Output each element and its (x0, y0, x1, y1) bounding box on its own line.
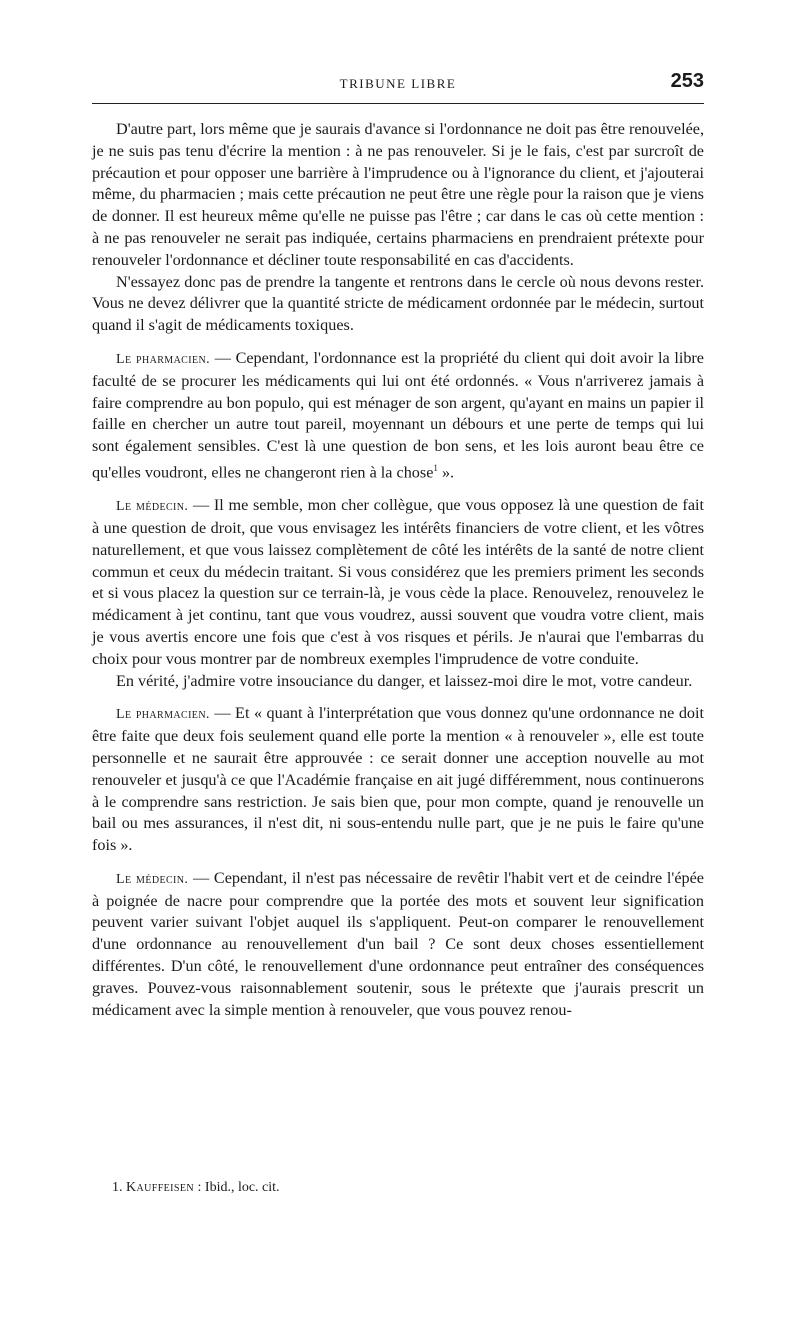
paragraph (92, 703, 704, 857)
page-number: 253 (670, 70, 704, 92)
paragraph-text: N'essayez donc pas de prendre la tangente et rentrons dans le cercle où nous devons rester. Vous ne devez délivrer que la quantité stricte de médicament ordonnée par le médecin, surtout quand il s'agit de médicaments toxiques. (92, 272, 704, 335)
footnote-ref: 1 (433, 462, 438, 473)
paragraph-text: — Cependant, il n'est pas nécessaire de revêtir l'habit vert et de ceindre l'épée à poignée de nacre pour comprendre que la portée des mots et souvent leur signification peuvent varier suivant l'objet auquel ils s'appliquent. Peut-on comparer le renouvellement d'une ordonnance au renouvellement d'un bail ? Ce sont deux choses essentiellement différentes. D'un côté, le renouvellement d'une ordonnance peut entraîner des conséquences graves. Pouvez-vous raisonnablement soutenir, sous le prétexte que j'aurais prescrit un médicament avec la simple mention à renouveler, que vous pouvez renou- (92, 868, 704, 1019)
paragraph-text: — Il me semble, mon cher collègue, que vous opposez là une question de fait à une question de droit, que vous envisagez les intérêts financiers de votre client, et les vôtres naturellement, et que vous laissez complètement de côté les intérêts de la santé de notre client commun et ceux du médecin traitant. Si vous considérez que les premiers priment les seconds et si vous placez la question sur ce terrain-là, je vous cède la place. Renouvelez, renouvelez le médicament à jet continu, tant que vous voudrez, aussi souvent que voudra votre client, mais je vous avertis encore une fois que c'est à vos risques et périls. Je n'aurai que l'embarras du choix pour vous montrer par de nombreux exemples l'imprudence de votre conduite. (92, 496, 704, 668)
running-title: TRIBUNE LIBRE (339, 76, 457, 91)
paragraph-text: — Et « quant à l'interprétation que vous donnez qu'une ordonnance ne doit être faite que deux fois seulement quand elle porte la mention « à renouveler », elle est toute personnelle et ne saurait être approuvée : ce serait donner une acception nouvelle au mot renouveler et jusqu'à ce que l'Académie française en ait jugé différemment, nous continuerons à le comprendre sans restriction. Je sais bien que, pour mon compte, quand je renouvelle un bail ou mes assurances, il n'est dit, ni sous-entendu nulle part, que je ne puis le faire qu'une fois ». (92, 704, 704, 855)
speaker-label: Le pharmacien. (116, 351, 211, 367)
paragraph (92, 671, 704, 693)
speaker-label: Le pharmacien. (116, 707, 210, 723)
footnote (112, 1180, 280, 1196)
paragraph (92, 868, 704, 1022)
footnote-text: : Ibid., loc. cit. (197, 1180, 280, 1195)
header-rule (92, 103, 704, 104)
body-text (92, 119, 704, 1021)
speaker-label: Le médecin. (116, 499, 189, 515)
paragraph-text: — Cependant, l'ordonnance est la propriété du client qui doit avoir la libre faculté de se procurer les médicaments qui lui ont été ordonnés. « Vous n'arriverez jamais à faire comprendre au bon populo, qui est ménager de son argent, qu'ayant en mains un papier il faille en chercher un autre tout pareil, moyennant un débours et une perte de temps qui lui sont également sensibles. C'est là une question de bon sens, et les lois auront beau être ce qu'elles voudront, elles ne changeront rien à la chose (92, 348, 704, 482)
paragraph (92, 348, 704, 484)
running-head (92, 70, 704, 98)
footnote-author: Kauffeisen (126, 1180, 195, 1195)
paragraph (92, 495, 704, 670)
paragraph-text-end: ». (437, 463, 455, 482)
paragraph (92, 272, 704, 337)
speaker-label: Le médecin. (116, 871, 189, 887)
footnote-number: 1. (112, 1180, 123, 1195)
paragraph-text: D'autre part, lors même que je saurais d'avance si l'ordonnance ne doit pas être renouvelée, je ne suis pas tenu d'écrire la mention : à ne pas renouveler. Si je le fais, c'est par surcroît de précaution et pour opposer une barrière à l'imprudence ou à l'ignorance du client, et j'ajouterai même, du pharmacien ; mais cette précaution ne peut être une règle pour la raison que je viens de donner. Il est heureux même qu'elle ne puisse pas l'être ; car dans le cas où cette mention : à ne pas renouveler ne serait pas indiquée, certains pharmaciens en prendraient prétexte pour renouveler l'ordonnance et décliner toute responsabilité en cas d'accidents. (92, 120, 704, 269)
paragraph (92, 119, 704, 272)
paragraph-text: En vérité, j'admire votre insouciance du danger, et laissez-moi dire le mot, votre candeur. (116, 671, 693, 690)
